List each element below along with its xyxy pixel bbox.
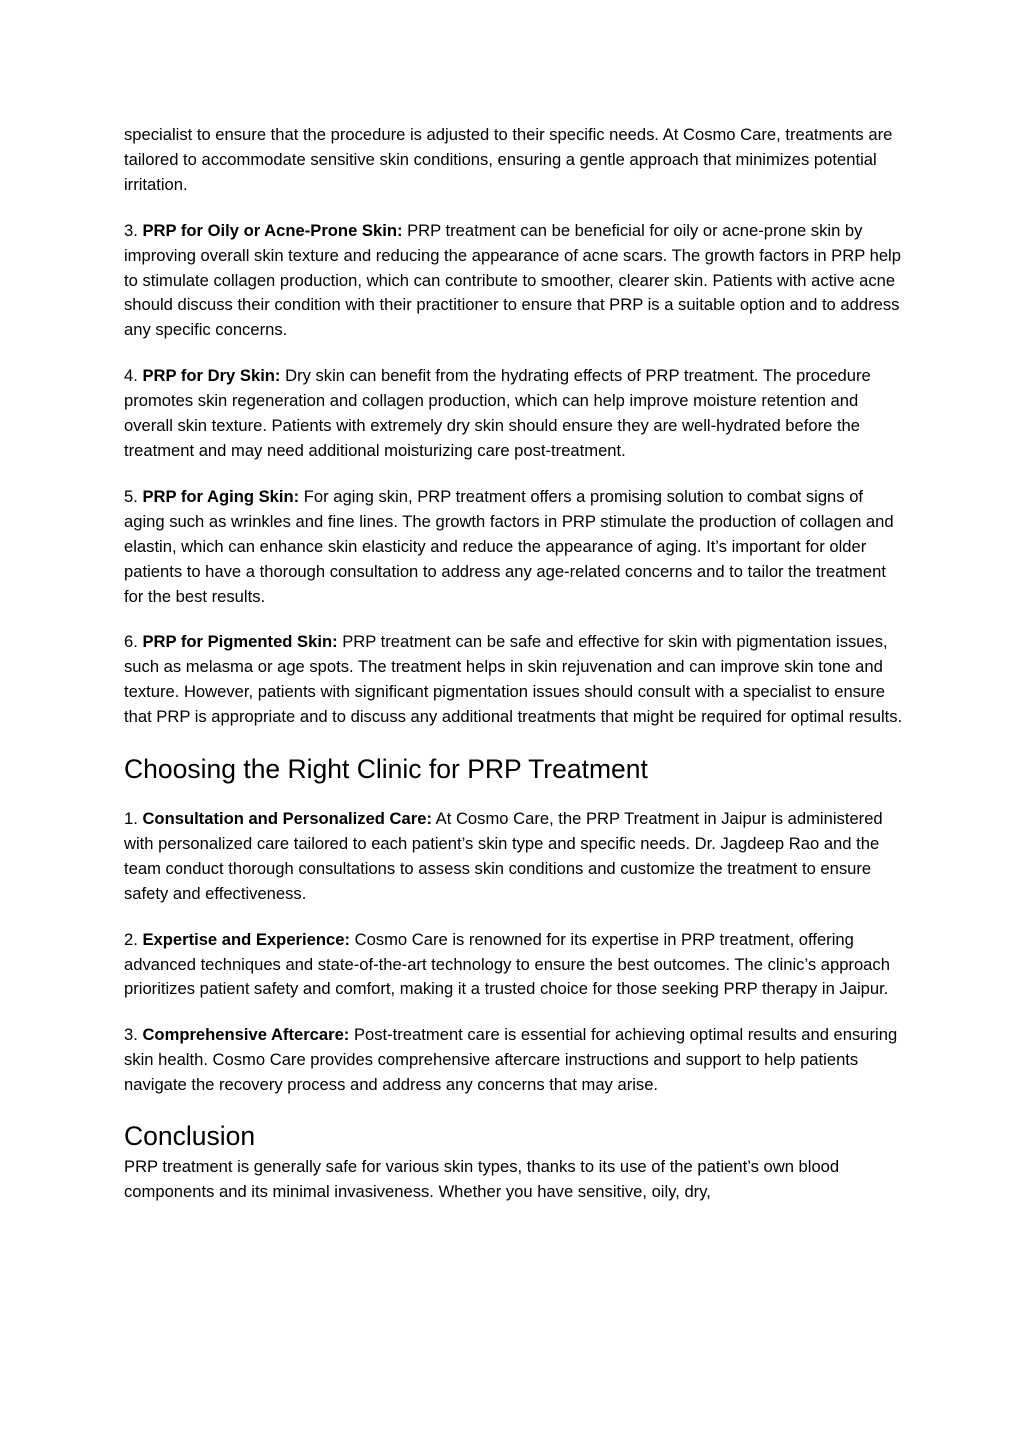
skin-type-aging-paragraph bbox=[124, 485, 904, 610]
item-title: Comprehensive Aftercare: bbox=[142, 1025, 350, 1045]
skin-types-list bbox=[124, 219, 904, 730]
item-title: PRP for Aging Skin: bbox=[142, 486, 300, 506]
item-number: 4. bbox=[124, 366, 143, 386]
item-number: 5. bbox=[124, 486, 143, 506]
clinic-section-heading: Choosing the Right Clinic for PRP Treatment bbox=[124, 754, 648, 785]
item-title: Expertise and Experience: bbox=[142, 929, 350, 949]
item-title: PRP for Oily or Acne-Prone Skin: bbox=[142, 220, 403, 240]
item-title: Consultation and Personalized Care: bbox=[142, 809, 432, 829]
item-number: 1. bbox=[124, 809, 143, 829]
clinic-item-consultation bbox=[124, 807, 904, 907]
document-page bbox=[124, 123, 904, 1205]
item-text: For aging skin, PRP treatment offers a promising solution to combat signs of aging such as wrinkles and fine lines. The growth factors in PRP stimulate the production of collagen and elastin, which can enhance skin elasticity and reduce the appearance of aging. It’s important for older patients to have a thorough consultation to address any age-related concerns and to tailor the treatment for the best results. bbox=[124, 486, 894, 606]
clinic-item-aftercare bbox=[124, 1023, 904, 1098]
item-text: At Cosmo Care, the PRP Treatment in Jaipur is administered with personalized care tailored to each patient’s skin type and specific needs. Dr. Jagdeep Rao and the team conduct thorough consultations to assess skin conditions and customize the treatment to ensure safety and effectiveness. bbox=[124, 809, 883, 903]
item-text: Dry skin can benefit from the hydrating effects of PRP treatment. The procedure promotes skin regeneration and collagen production, which can help improve moisture retention and overall skin texture. Patients with extremely dry skin should ensure they are well-hydrated before the treatment and may need additional moisturizing care post-treatment. bbox=[124, 366, 871, 460]
clinic-criteria-list bbox=[124, 807, 904, 1098]
skin-type-pigmented-paragraph bbox=[124, 630, 904, 730]
item-number: 3. bbox=[124, 1025, 143, 1045]
item-number: 2. bbox=[124, 929, 143, 949]
intro-continuation-paragraph: specialist to ensure that the procedure is adjusted to their specific needs. At Cosmo Care, treatments are tailored to accommodate sensitive skin conditions, ensuring a gentle approach that minimizes potential irritation. bbox=[124, 125, 893, 194]
item-text: Post-treatment care is essential for achieving optimal results and ensuring skin health. Cosmo Care provides comprehensive aftercare instructions and support to help patients navigate the recovery process and address any concerns that may arise. bbox=[124, 1025, 898, 1095]
item-text: PRP treatment can be beneficial for oily or acne-prone skin by improving overall skin texture and reducing the appearance of acne scars. The growth factors in PRP help to stimulate collagen production, which can contribute to smoother, clearer skin. Patients with active acne should discuss their condition with their practitioner to ensure that PRP is a suitable option and to address any specific concerns. bbox=[124, 220, 901, 340]
item-title: PRP for Pigmented Skin: bbox=[142, 632, 338, 652]
item-number: 3. bbox=[124, 220, 143, 240]
conclusion-paragraph: PRP treatment is generally safe for various skin types, thanks to its use of the patient’s own blood components and its minimal invasiveness. Whether you have sensitive, oily, dry, bbox=[124, 1157, 840, 1201]
skin-type-oily-paragraph bbox=[124, 219, 904, 344]
item-text: Cosmo Care is renowned for its expertise in PRP treatment, offering advanced techniques and state-of-the-art technology to ensure the best outcomes. The clinic’s approach prioritizes patient safety and comfort, making it a trusted choice for those seeking PRP therapy in Jaipur. bbox=[124, 929, 890, 999]
item-text: PRP treatment can be safe and effective for skin with pigmentation issues, such as melasma or age spots. The treatment helps in skin rejuvenation and can improve skin tone and texture. However, patients with significant pigmentation issues should consult with a specialist to ensure that PRP is appropriate and to discuss any additional treatments that might be required for optimal results. bbox=[124, 632, 903, 727]
conclusion-heading: Conclusion bbox=[124, 1121, 256, 1152]
item-number: 6. bbox=[124, 632, 143, 652]
skin-type-dry-paragraph bbox=[124, 364, 904, 464]
item-title: PRP for Dry Skin: bbox=[142, 366, 281, 386]
clinic-item-expertise bbox=[124, 928, 904, 1003]
